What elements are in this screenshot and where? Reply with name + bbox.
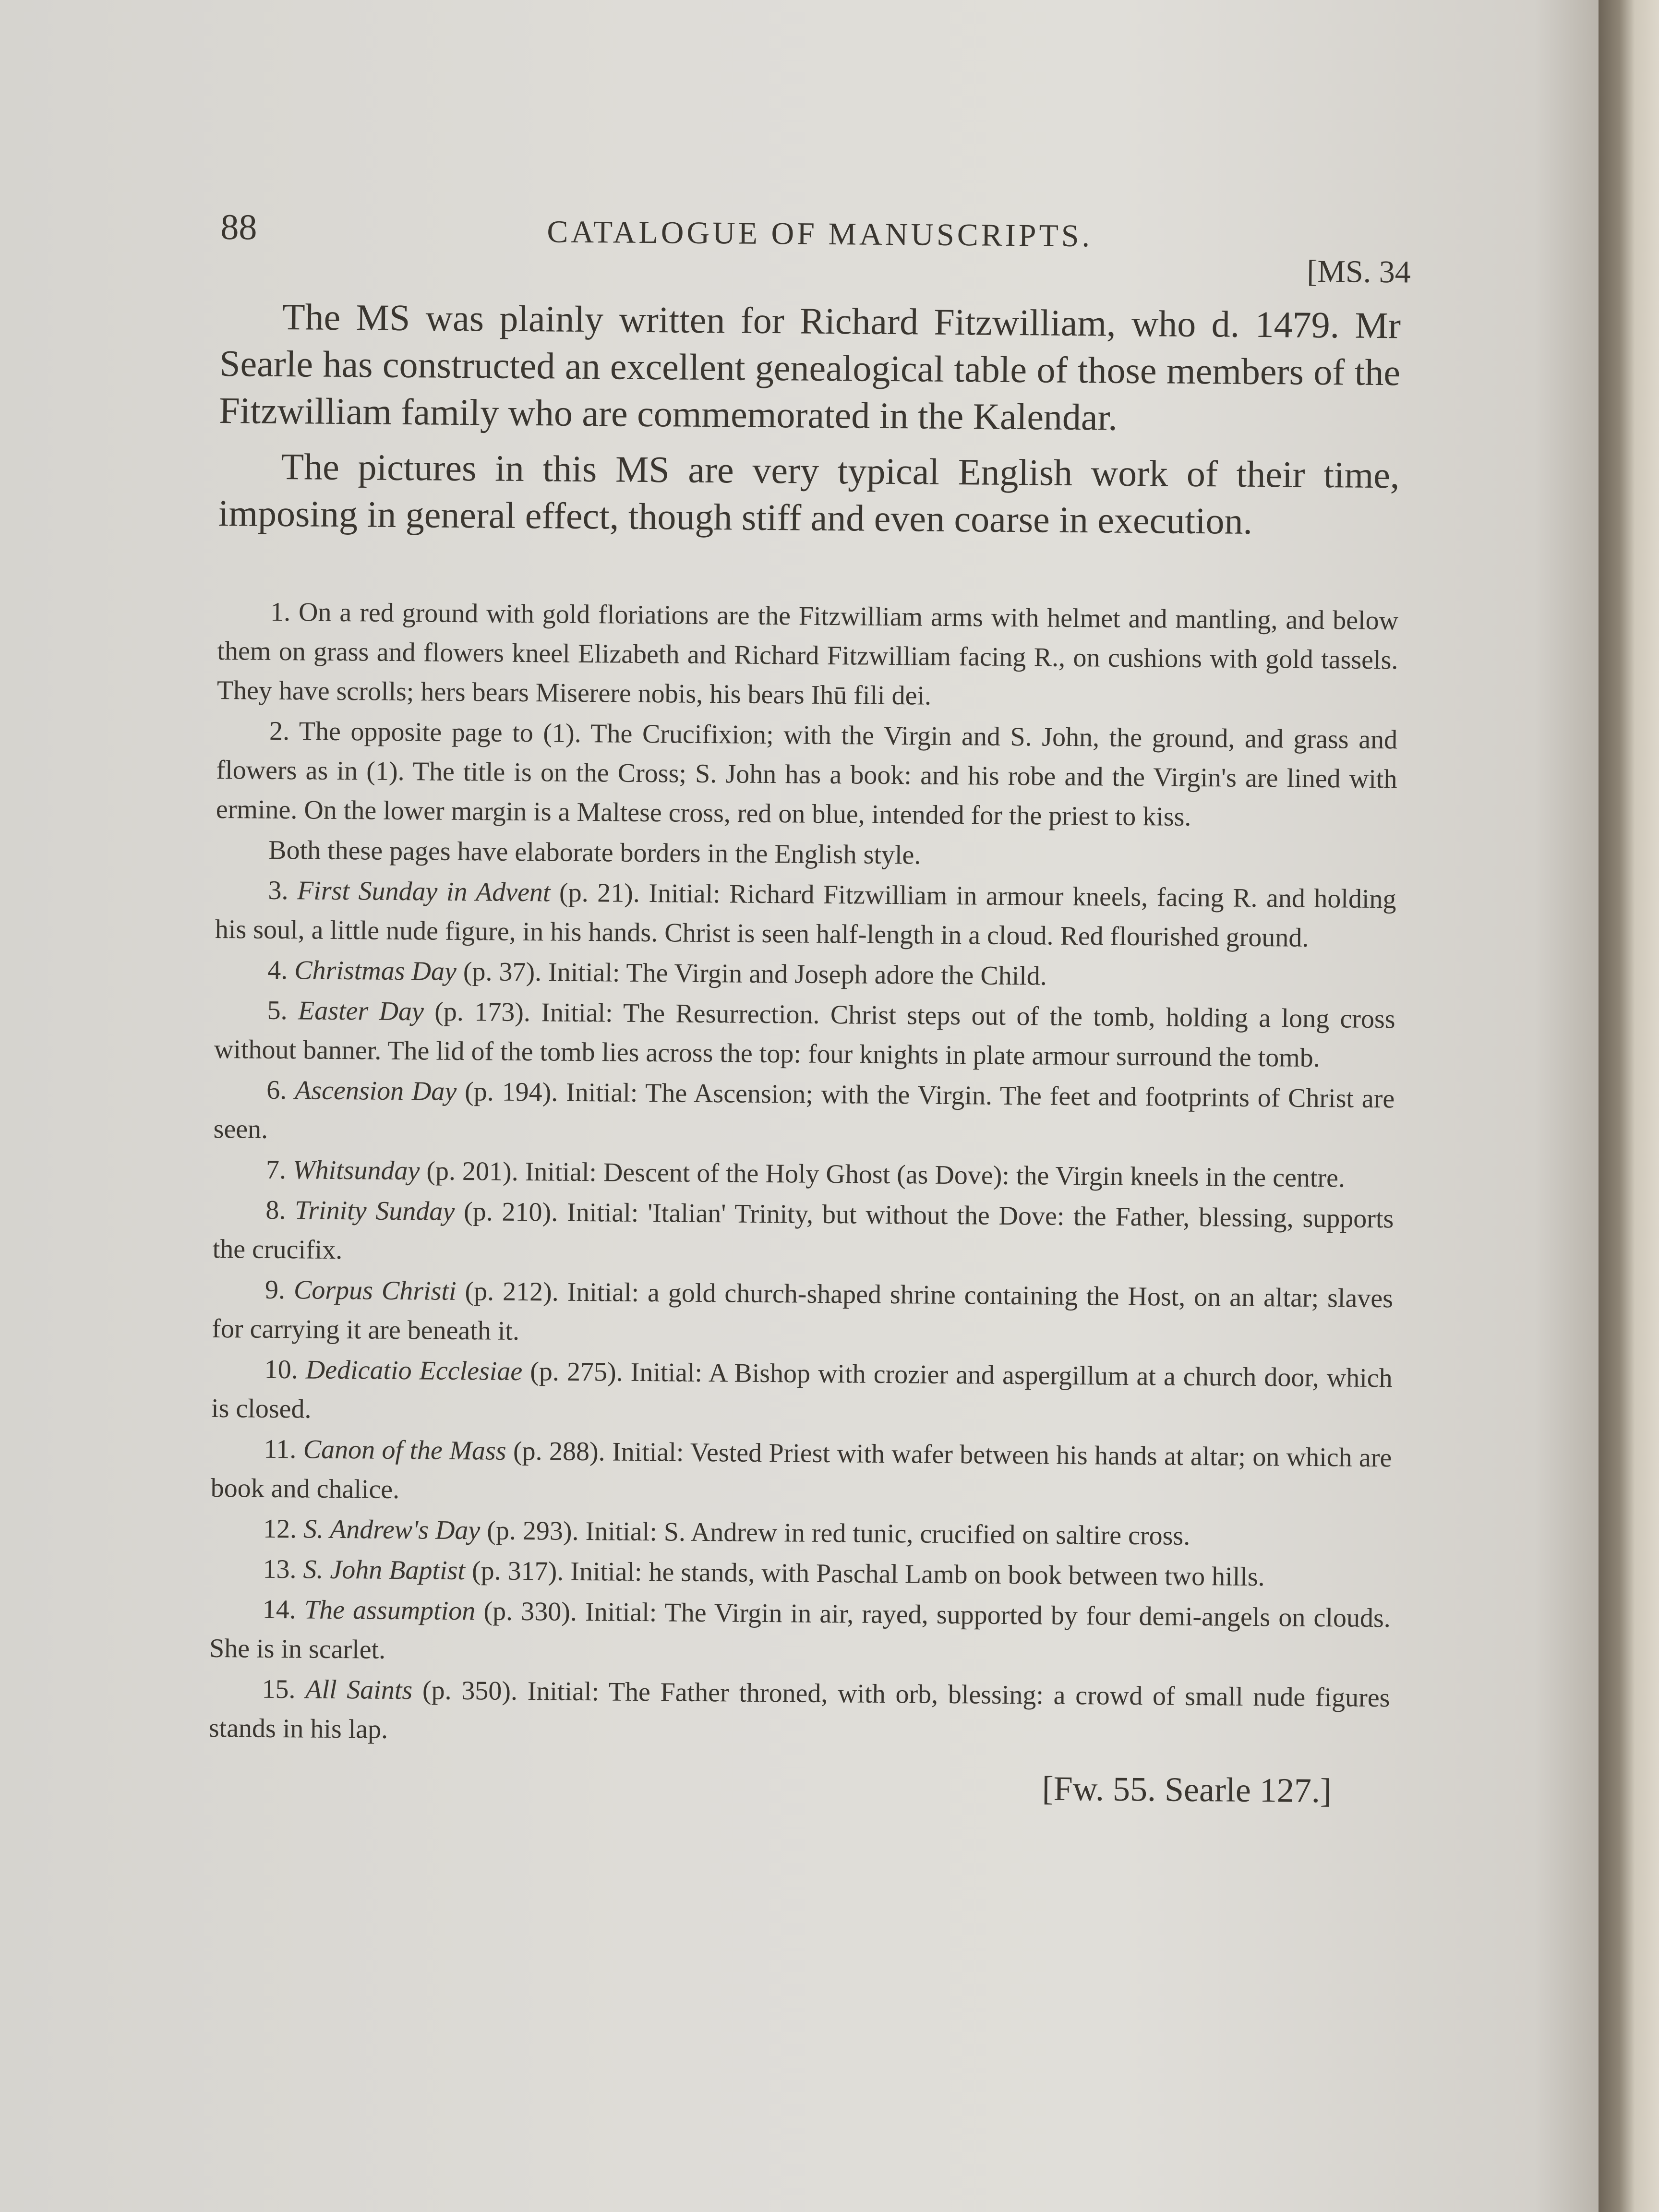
list-item [209,1589,1391,1677]
list-item [216,711,1398,838]
item-text: Initial: a gold church-shaped shrine containing the Host, on an altar; slaves for carrying it are beneath it. [212,1277,1394,1346]
page-content [208,192,1411,1811]
item-title: Whitsunday [292,1155,420,1186]
list-item [212,1270,1393,1358]
running-header [220,192,1411,302]
item-page: (p. 201). [426,1156,518,1187]
item-number: 3. [268,875,289,906]
page-edge [1599,0,1659,2212]
list-item [215,870,1396,958]
item-title: The assumption [304,1595,476,1626]
item-page: (p. 350). [422,1675,518,1706]
item-text: Initial: The Virgin and Joseph adore the Child. [548,957,1047,991]
item-number: 6. [266,1075,287,1106]
item-page: (p. 37). [463,957,542,987]
item-number: 10. [264,1354,298,1385]
item-page: (p. 288). [513,1436,605,1467]
list-item [214,990,1395,1078]
item-text: Initial: 'Italian' Trinity, but without the Dove: the Father, blessing, supports the crucifix. [212,1197,1394,1265]
item-page: (p. 212). [465,1276,559,1307]
item-text: On a red ground with gold floriations are the Fitzwilliam arms with helmet and mantling, and below them on grass and flowers kneel Elizabeth and Richard Fitzwilliam facing R., on cushions with gold tassels. They have scrolls; hers bears Miserere nobis, his bears Ihū fili dei. [216,597,1399,711]
item-title: Trinity Sunday [294,1195,455,1226]
item-title: Dedicatio Ecclesiae [305,1355,523,1387]
item-text: The opposite page to (1). The Crucifixion; with the Virgin and S. John, the ground, and grass and flowers as in (1). The title is on the Cross; S. John has a book: and his robe and the Virgin's are lined with ermine. On the lower margin is a Maltese cross, red on blue, intended for the priest to kiss. [216,716,1398,832]
item-title: Canon of the Mass [303,1434,506,1466]
footer-reference: [Fw. 55. Searle 127.] [1042,1769,1332,1810]
item-page: (p. 210). [463,1197,558,1227]
item-text: Initial: Richard Fitzwilliam in armour kneels, facing R. and holding his soul, a little nude figure, in his hands. Christ is seen half-length in a cloud. Red flourished ground. [215,878,1396,953]
item-text: Initial: Vested Priest with wafer between his hands at altar; on which are book and chalice. [210,1437,1392,1505]
item-page: (p. 275). [530,1357,623,1387]
item-text: Initial: A Bishop with crozier and aspergillum at a church door, which is closed. [211,1357,1393,1424]
item-page: (p. 293). [487,1515,579,1546]
item-number: 15. [262,1674,296,1705]
item-number: 9. [264,1274,286,1305]
running-title: CATALOGUE OF MANUSCRIPTS. [547,214,1093,254]
borders-note: Both these pages have elaborate borders in the English style. [268,835,921,870]
list-item [213,1070,1395,1158]
item-text: Initial: he stands, with Paschal Lamb on book between two hills. [570,1556,1265,1592]
item-text: Initial: The Father throned, with orb, blessing: a crowd of small nude figures stands in his lap. [208,1676,1390,1744]
item-text: Initial: S. Andrew in red tunic, crucified on saltire cross. [585,1516,1190,1551]
item-text: Initial: Descent of the Holy Ghost (as Dove): the Virgin kneels in the centre. [525,1157,1346,1193]
list-item [212,1190,1394,1278]
item-title: Ascension Day [294,1075,457,1106]
item-title: All Saints [305,1674,413,1706]
item-number: 14. [262,1594,297,1625]
intro-paragraph-2: The pictures in this MS are very typical English work of their time, imposing in general effect, though stiff and even coarse in execution. [218,445,1400,542]
item-title: Corpus Christi [293,1275,457,1306]
item-number: 8. [265,1195,286,1226]
intro-paragraph-1: The MS was plainly written for Richard Fitzwilliam, who d. 1479. Mr Searle has constructed an excellent genealogical table of those members of the Fitzwilliam family who are commemorated in the Kalendar. [219,296,1401,438]
item-number: 1. [270,597,291,627]
item-page: (p. 330). [483,1596,577,1627]
item-title: S. Andrew's Day [303,1514,481,1546]
list-item [209,1669,1390,1757]
item-title: Christmas Day [294,955,457,986]
item-page: (p. 194). [464,1077,558,1107]
list-item [210,1429,1392,1517]
item-text: Initial: The Resurrection. Christ steps out of the tomb, holding a long cross without banner. The lid of the tomb lies across the top: four knights in plate armour surround the tomb. [214,998,1395,1073]
item-page: (p. 173). [434,997,531,1028]
item-number: 11. [264,1434,297,1465]
item-page: (p. 317). [471,1556,564,1587]
list-item [211,1349,1393,1437]
ms-reference: [MS. 34 [1307,253,1411,290]
item-number: 2. [269,716,290,746]
item-text: Initial: The Ascension; with the Virgin. The feet and footprints of Christ are seen. [213,1077,1395,1144]
list-item [217,592,1399,719]
item-text: Initial: The Virgin in air, rayed, supported by four demi-angels on clouds. She is in scarlet. [209,1597,1391,1665]
item-title: S. John Baptist [303,1554,466,1586]
item-title: First Sunday in Advent [297,876,551,908]
item-number: 5. [267,995,288,1026]
item-number: 13. [263,1554,297,1585]
item-number: 4. [267,955,288,986]
item-number: 7. [265,1154,287,1185]
picture-list [209,592,1399,1757]
item-title: Easter Day [298,996,424,1027]
page-number: 88 [220,206,257,248]
item-number: 12. [263,1514,297,1544]
item-page: (p. 21). [559,878,640,908]
